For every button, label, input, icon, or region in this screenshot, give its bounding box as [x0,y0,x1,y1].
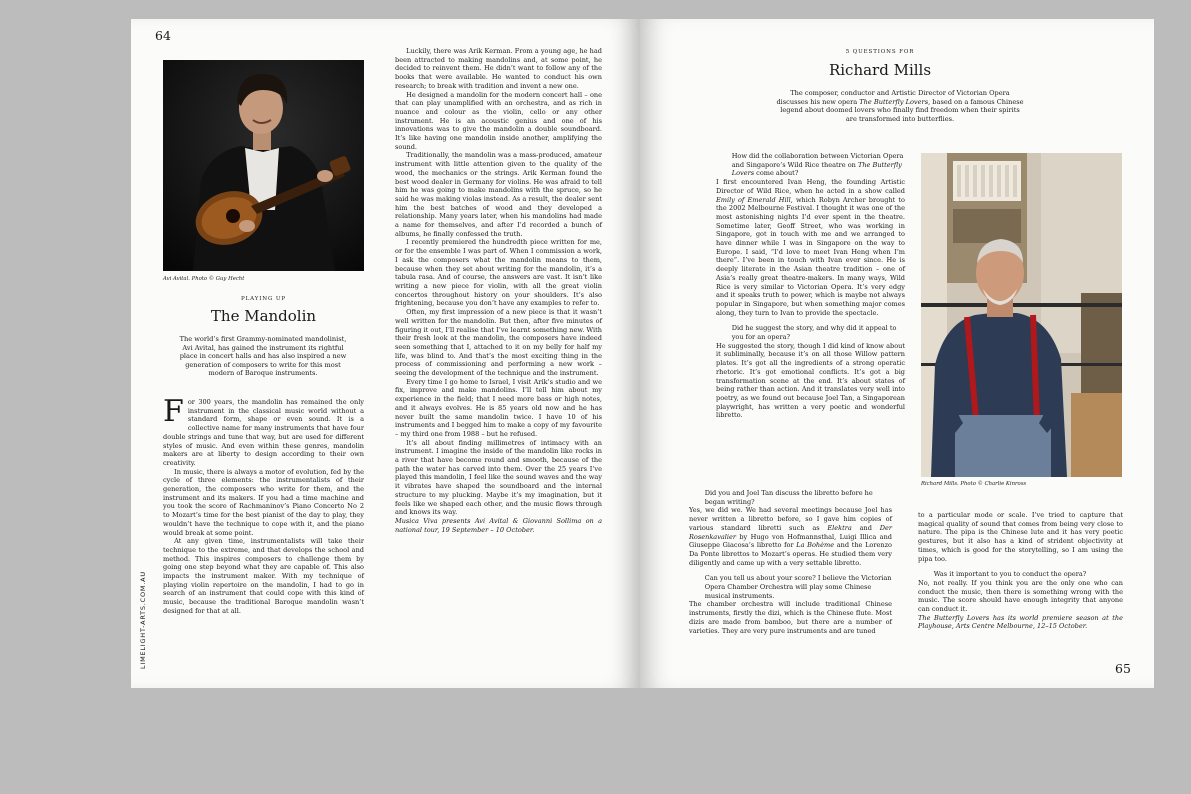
question: Can you tell us about your score? I believe the Victorian Opera Chamber Orchestra will play some Chinese musical instruments. [704,574,892,600]
answer-text: by Hugo von Hofmannsthal, Luigi Illica and Giuseppe Giacosa’s libretto for [689,532,892,550]
answer-text: I first encountered Ivan Heng, the founding Artistic Director of Wild Rice, when he acted in a show called [716,178,905,195]
question: Was it important to you to conduct the opera? [933,570,1087,579]
article-title-right: Richard Mills [828,61,932,79]
photo-caption-right: Richard Mills. Photo © Charlie Kinross [921,481,1027,487]
answer: No, not really. If you think you are the only one who can conduct the music, then there is something wrong with the music. The score should have enough integrity that anyone can conduct it. [918,578,1123,614]
standfirst-right [775,89,1025,123]
question [716,152,905,178]
page-number-left: 64 [155,28,171,43]
article-title-left: The Mandolin [210,307,317,325]
opera-title: The Butterfly Lovers [731,160,902,178]
paragraph: Every time I go home to Israel, I visit Arik’s studio and we fix, improve and make mandolins. I’ll tell him about my experience in the field; that I need more bass or high notes, and it always evolves. He is 85 years old now and he has never built the same mandolin twice. I have 10 of his instruments and I begged him to make a copy of my favourite – my third one from 1988 – but he refused. [395,377,602,438]
dropcap: F [163,394,184,429]
photo-caption-left: Avi Avital. Photo © Guy Hecht [163,276,245,282]
paragraph: Traditionally, the mandolin was a mass-produced, amateur instrument with little attention given to the quality of the wood, the mechanics or the strings. Arik Kerman found the best wood dealer in Germany for violins. He was afraid to tell him he was going to make mandolins with the spruce, so he said he was making violas instead. As a result, the dealer sent him the best batches of wood and they developed a relationship. Many years later, when his mandolins had made a name for themselves, and after I’d recorded a bunch of albums, he finally confessed the truth. [395,151,602,238]
standfirst-text: The composer, conductor and Artistic Director of Victorian Opera discusses his new opera [776,89,1010,106]
question-text: come about? [754,169,799,178]
answer: He suggested the story, though I did kind of know about it subliminally, because it’s on all those Willow pattern plates. It’s got all the ingredients of a strong operatic rhetoric. It’s got emotional conflicts. It’s got a big transformation scene at the end. It’s about states of being rather than action. And it translates very well into poetry, as we found out because Joel Tan, a Singaporean playwright, has written a very poetic and wonderful libretto. [716,341,905,420]
interview-column-1-lower [689,489,892,635]
opera-title: Elektra [827,523,852,532]
question: Did you and Joel Tan discuss the libretto before he began writing? [704,489,873,506]
paragraph: He designed a mandolin for the modern concert hall – one that can play unamplified with an orchestra, and as rich in nuance and colour as the violin, cello or any other instrument. He is an acoustic genius and one of his innovations was to give the mandolin a double soundboard. It’s like having one mandolin inside another, amplifying the sound. [395,90,602,151]
answer [689,506,892,567]
answer: to a particular mode or scale. I’ve tried to capture that magical quality of sound that comes from being very close to nature. The pipa is the Chinese lute and it has very poetic gestures, but it also has a kind of strident objectivity at times, which is good for the storytelling, so I am using the pipa too. [918,511,1123,563]
page-number-right: 65 [1115,661,1131,676]
question: Did he suggest the story, and why did it appeal to you for an opera? [731,324,897,342]
composer-photo [921,153,1122,477]
opera-title: La Bohème [796,541,835,550]
answer-text: and the Lorenzo Da Ponte librettos to Mozart’s operas. He studied them very diligently and came up with a very settable libretto. [689,541,892,567]
answer-text: , which Robyn Archer brought to the 2002 Melbourne Festival. I thought it was one of the most astonishing nights I’d ever spent in the theatre. Sometime later, Geoff Street, who was working in Singapore, got in touch with me and we arranged to have dinner while I was in Singapore on the way to Europe. I said, “I’d love to meet Ivan Heng when I’m there”. I’ve been in touch with Ivan ever since. He is deeply literate in the Asian theatre tradition – one of Asia’s really great theatre-makers. In many ways, Wild Rice is very similar to Victorian Opera. It’s very edgy and it speaks truth to power, which is maybe not always popular in Singapore, but when something major comes along, they turn to Ivan to provide the spectacle. [716,195,905,317]
composer-photo-image [921,153,1122,477]
paragraph: In music, there is always a motor of evolution, fed by the cycle of three elements: the instrumentalists of their generation, the composers who write for them, and the instrument and its makers. If you had a time machine and you took the score of Rachmaninov’s Piano Concerto No 2 to Mozart’s time for the best pianist of the day to play, they wouldn’t have the technique to cope with it, and the piano would break at some point. [163,467,364,537]
answer-text: and [851,523,880,532]
kicker-right: 5 QUESTIONS FOR [845,49,915,55]
sidebar-url: LIMELIGHT-ARTS.COM.AU [139,571,147,669]
answer [716,178,905,317]
interview-column-2 [918,511,1123,631]
answer-text: Yes, we did we. We had several meetings because Joel has never written a libretto before, so I gave him copies of various standard libretti such as [689,506,892,532]
standfirst-left: The world’s first Grammy-nominated mandolinist, Avi Avital, has gained the instrument its rightful place in concert halls and has also inspired a new generation of composers to write for this most modern of Baroque instruments. [179,335,347,378]
paragraph: Luckily, there was Arik Kerman. From a young age, he had been attracted to making mandolins and, at some point, he decided to reinvent them. He didn’t want to follow any of the books that were available. He wanted to conduct his own research; to break with tradition and invent a new one. [395,47,602,90]
event-credit: Musica Viva presents Avi Avital & Giovanni Sollima on a national tour, 19 September – 10 October. [395,516,602,534]
left-page [131,19,640,688]
opera-title: The Butterfly Lovers [859,97,929,106]
question-text: How did the collaboration between Victorian Opera and Singapore’s Wild Rice theatre on [731,152,904,169]
paragraph: I recently premiered the hundredth piece written for me, or for the ensemble I was part of. When I commission a work, I ask the composers what the mandolin means to them, because when they set about writing for the mandolin, it’s a tabula rasa. And of course, the answers are vast. It isn’t like writing a new piece for violin, with all the great violin concertos throughout history on your shoulders. It’s also frightening, because you don’t have any examples to refer to. [395,238,602,308]
right-page [640,19,1154,688]
article-column-1 [163,394,364,616]
standfirst-text: , based on a famous Chinese legend about doomed lovers who finally find freedom when their spirits are transformed into butterflies. [780,97,1024,123]
mandolinist-photo-image [163,60,364,271]
paragraph: It’s all about finding millimetres of intimacy with an instrument. I imagine the inside of the mandolin like rocks in a river that have become round and smooth, because of the path the water has carved into them. Over the 25 years I’ve played this mandolin, I feel like the sound waves and the way it vibrates have shaped the soundboard and the internal structure to my plucking. Maybe it’s my imagination, but it feels like we shaped each other, and the music flows through and knows its way. [395,438,602,517]
answer: The chamber orchestra will include traditional Chinese instruments, firstly the dizi, which is the Chinese flute. Most dizis are made from bamboo, but there are a number of varieties. They are very pure instruments and are tuned [689,600,892,635]
event-credit: The Butterfly Lovers has its world premiere season at the Playhouse, Arts Centre Melbourne, 12–15 October. [918,613,1123,631]
opera-title: Der Rosenkavalier [689,523,892,541]
paragraph: At any given time, instrumentalists will take their technique to the extreme, and that develops the school and method. This inspires composers to challenge them by going one step beyond what they are capable of. This also impacts the instrument maker. With my technique of playing violin repertoire on the mandolin, I had to go in search of an instrument that could cope with this kind of music, because the traditional Baroque mandolin wasn’t designed for that at all. [163,537,364,615]
paragraph: or 300 years, the mandolin has remained the only instrument in the classical music world without a standard form, shape or even sound. It is a collective name for many instruments that have four double strings and tune that way, but are used for different styles of music. And even within these genres, mandolin makers are at liberty to design according to their own creativity. [163,398,364,467]
show-title: Emily of Emerald Hill [716,195,791,204]
interview-column-1 [716,152,905,420]
paragraph: Often, my first impression of a new piece is that it wasn’t well written for the mandolin. But then, after five minutes of figuring it out, I’ll realise that I’ve learnt something new. With their fresh look at the mandolin, the composers have indeed seen something that I, attached to it on my belly for half my life, was blind to. And that’s the most exciting thing in the process of commissioning and performing a new work – seeing the development of the technique and the instrument. [395,308,602,378]
mandolinist-photo [163,60,364,271]
kicker-left: PLAYING UP [241,296,286,302]
article-column-2 [395,47,602,534]
